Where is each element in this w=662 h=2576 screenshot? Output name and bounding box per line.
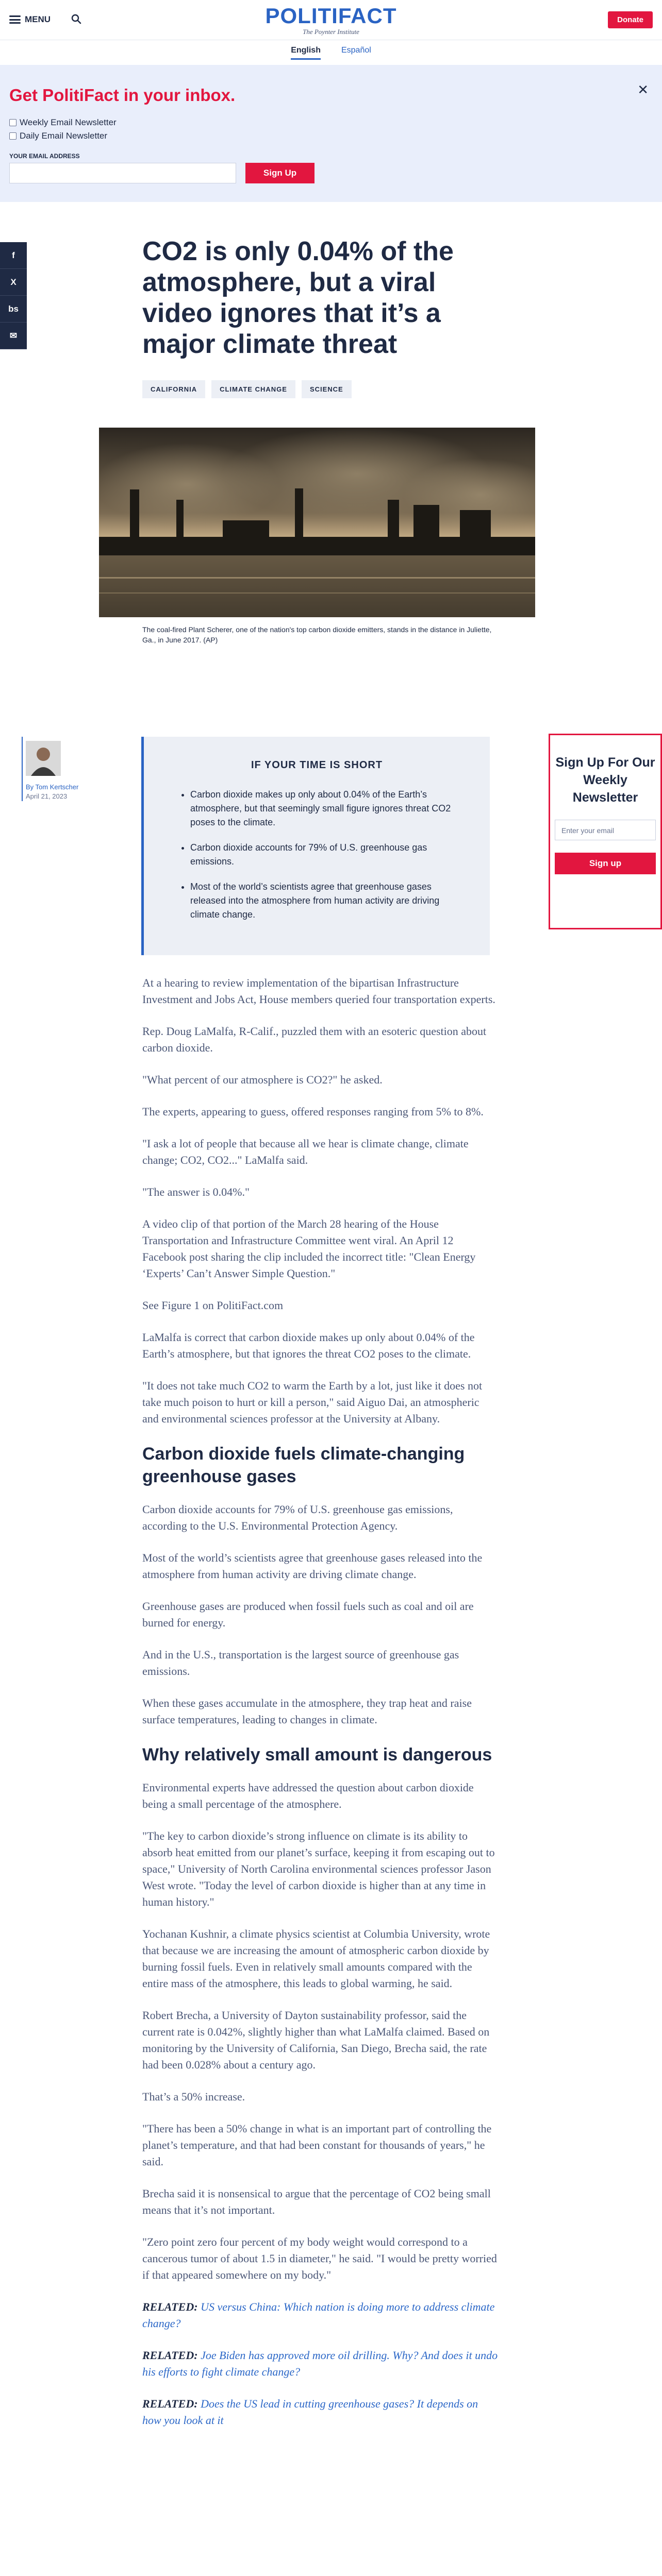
related-label: RELATED: (142, 2397, 198, 2410)
paragraph: Rep. Doug LaMalfa, R-Calif., puzzled them with an esoteric question about carbon dioxide. (142, 1025, 487, 1054)
weekly-option-label: Weekly Email Newsletter (20, 117, 117, 127)
summary-bullet: • Carbon dioxide makes up only about 0.04% of the Earth’s atmosphere, but that seemingly small figure ignores threat CO2 poses to the climate. (190, 788, 464, 829)
paragraph: Greenhouse gases are produced when fossil fuels such as coal and oil are burned for energy. (142, 1600, 474, 1629)
close-icon[interactable]: ✕ (637, 82, 649, 98)
related-link-text[interactable]: US versus China: Which nation is doing more to address climate change? (142, 2300, 495, 2330)
summary-list (190, 788, 464, 922)
paragraph: At a hearing to review implementation of the bipartisan Infrastructure Investment and Jobs Act, House members queried four transportation experts. (142, 976, 495, 1006)
daily-option[interactable] (9, 131, 107, 141)
paragraph: "The answer is 0.04%." (142, 1185, 250, 1198)
paragraph: That’s a 50% increase. (142, 2090, 245, 2103)
summary-box (141, 737, 490, 955)
paragraph: Environmental experts have addressed the question about carbon dioxide being a small percentage of the atmosphere. (142, 1781, 474, 1810)
sidebar-signup-button[interactable]: Sign up (555, 853, 656, 874)
sidebar-newsletter (549, 734, 662, 929)
section-heading: Carbon dioxide fuels climate-changing greenhouse gases (142, 1444, 465, 1486)
tag-california[interactable]: CALIFORNIA (142, 380, 205, 398)
share-rail (0, 242, 27, 349)
paragraph: Carbon dioxide accounts for 79% of U.S. greenhouse gas emissions, according to the U.S. Environmental Protection Agency. (142, 1503, 453, 1532)
daily-option-label: Daily Email Newsletter (20, 131, 108, 141)
site-logo[interactable] (0, 4, 662, 36)
paragraph: A video clip of that portion of the March 28 hearing of the House Transportation and Infrastructure Committee went viral. An April 12 Facebook post sharing the clip included the incorrect title: "Clean Energy ‘Experts’ Can’t Answer Simple Question." (142, 1217, 476, 1280)
related-link-text[interactable]: Joe Biden has approved more oil drilling. Why? And does it undo his efforts to fight climate change? (142, 2349, 498, 2378)
logo-tagline: The Poynter Institute (303, 28, 359, 36)
article-tags (142, 380, 352, 398)
tag-science[interactable]: SCIENCE (302, 380, 352, 398)
tag-climate-change[interactable]: CLIMATE CHANGE (211, 380, 295, 398)
related-label: RELATED: (142, 2300, 198, 2313)
article-body (142, 975, 498, 2444)
weekly-checkbox[interactable] (9, 119, 16, 126)
paragraph: "Zero point zero four percent of my body weight would correspond to a cancerous tumor of about 1.5 in diameter," he said. "I would be pretty worried if that appeared somewhere on my body." (142, 2235, 497, 2281)
paragraph: Yochanan Kushnir, a climate physics scientist at Columbia University, wrote that because we are increasing the amount of atmospheric carbon dioxide by burning fossil fuels. Even in relatively small amounts compared with the entire mass of the atmosphere, this leads to global warming, he said. (142, 1927, 490, 1990)
summary-bullet: • Carbon dioxide accounts for 79% of U.S. greenhouse gas emissions. (190, 841, 464, 869)
email-input[interactable] (9, 163, 236, 183)
author-avatar[interactable] (26, 741, 61, 776)
paragraph: See Figure 1 on PolitiFact.com (142, 1299, 284, 1312)
paragraph: Brecha said it is nonsensical to argue that the percentage of CO2 being small means that it’s not important. (142, 2187, 491, 2216)
summary-bullet: • Most of the world’s scientists agree that greenhouse gases released into the atmosphere from human activity are driving climate change. (190, 880, 464, 922)
paragraph: Robert Brecha, a University of Dayton sustainability professor, said the current rate is 0.042%, slightly higher than what LaMalfa claimed. Based on monitoring by the University of California, San Diego, Brecha said, the rate had been 0.028% about a century ago. (142, 2009, 490, 2071)
author-byline[interactable]: By Tom Kertscher (26, 783, 79, 791)
sidebar-newsletter-title: Sign Up For Our Weekly Newsletter (555, 755, 655, 805)
paragraph: "The key to carbon dioxide’s strong influence on climate is its ability to absorb heat emitted from our planet’s surface, keeping it from escaping out to space," University of North Carolina environmental sciences professor Jason West wrote. "Today the level of carbon dioxide is higher than at any time in human history." (142, 1829, 495, 1908)
top-nav (0, 0, 662, 40)
hero-image (99, 428, 535, 617)
paragraph: "What percent of our atmosphere is CO2?" he asked. (142, 1073, 383, 1086)
related-link-text[interactable]: Does the US lead in cutting greenhouse gases? It depends on how you look at it (142, 2397, 478, 2427)
bluesky-icon[interactable]: bs (0, 296, 27, 323)
newsletter-band-title: Get PolitiFact in your inbox. (9, 86, 236, 105)
daily-checkbox[interactable] (9, 132, 16, 140)
newsletter-band (0, 65, 662, 202)
x-icon[interactable]: X (0, 269, 27, 296)
band-signup-button[interactable]: Sign Up (245, 163, 315, 183)
article-headline: CO2 is only 0.04% of the atmosphere, but a viral video ignores that it’s a major climate threat (142, 236, 454, 359)
summary-title: IF YOUR TIME IS SHORT (251, 759, 383, 771)
image-caption: The coal-fired Plant Scherer, one of the nation's top carbon dioxide emitters, stands in the distance in Juliette, Ga., in June 2017. (AP) (142, 625, 492, 644)
paragraph: The experts, appearing to guess, offered responses ranging from 5% to 8%. (142, 1105, 484, 1118)
paragraph: "There has been a 50% change in what is an important part of controlling the planet’s temperature, and that had been constant for thousands of years," he said. (142, 2122, 492, 2168)
paragraph: "I ask a lot of people that because all we hear is climate change, climate change; CO2, CO2..." LaMalfa said. (142, 1137, 469, 1166)
lang-espanol-link[interactable]: Español (341, 46, 371, 55)
lang-english-link[interactable]: English (291, 46, 321, 60)
section-heading: Why relatively small amount is dangerous (142, 1745, 492, 1765)
paragraph: When these gases accumulate in the atmosphere, they trap heat and raise surface temperatures, leading to changes in climate. (142, 1697, 472, 1726)
paragraph: Most of the world’s scientists agree that greenhouse gases released into the atmosphere from human activity are driving climate change. (142, 1551, 483, 1581)
menu-label: MENU (25, 14, 51, 24)
author-accent-line (22, 737, 23, 801)
paragraph: And in the U.S., transportation is the largest source of greenhouse gas emissions. (142, 1648, 459, 1677)
facebook-icon[interactable]: f (0, 242, 27, 269)
paragraph: LaMalfa is correct that carbon dioxide makes up only about 0.04% of the Earth’s atmosphere, but that ignores the threat CO2 poses to the climate. (142, 1331, 475, 1360)
related-link-3[interactable] (142, 2396, 498, 2429)
donate-button[interactable]: Donate (608, 11, 653, 28)
logo-wordmark: POLITIFACT (265, 4, 397, 28)
sidebar-email-input[interactable]: Enter your email (555, 820, 656, 840)
publish-date: April 21, 2023 (26, 792, 68, 800)
paragraph: "It does not take much CO2 to warm the Earth by a lot, just like it does not take much poison to hurt or kill a person," said Aiguo Dai, an atmospheric and environmental sciences professor at the University at Albany. (142, 1379, 483, 1425)
related-label: RELATED: (142, 2349, 198, 2362)
email-share-icon[interactable]: ✉ (0, 323, 27, 349)
weekly-option[interactable] (9, 117, 117, 128)
related-link-1[interactable] (142, 2299, 498, 2332)
related-link-2[interactable] (142, 2347, 498, 2380)
language-bar (0, 40, 662, 61)
email-label: YOUR EMAIL ADDRESS (9, 152, 80, 160)
